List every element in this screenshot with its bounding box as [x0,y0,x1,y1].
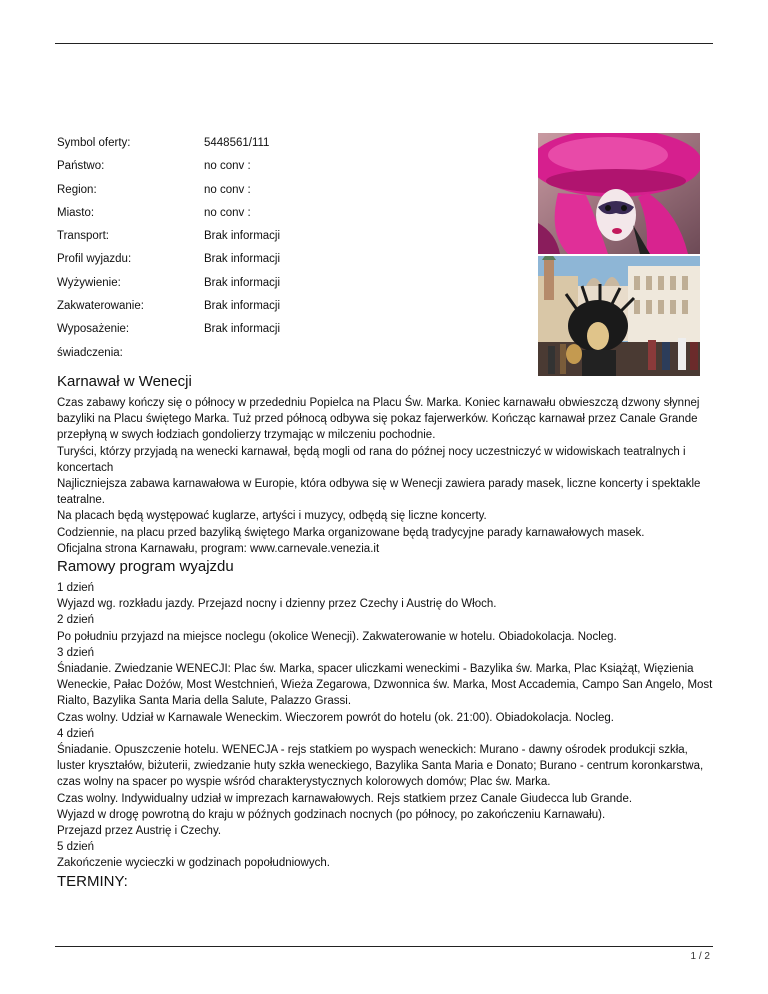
info-row [57,156,477,179]
info-label: Zakwaterowanie: [57,300,144,313]
info-row [57,343,477,366]
info-row [57,296,477,319]
info-label: Wyżywienie: [57,276,121,289]
info-label: Transport: [57,230,109,243]
paragraph: Wyjazd wg. rozkładu jazdy. Przejazd nocny i dzienny przez Czechy i Austrię do Włoch. [57,598,497,611]
info-value: Brak informacji [204,230,281,243]
info-row [57,319,477,342]
offer-info-table [57,133,477,366]
info-label: Miasto: [57,206,95,219]
info-row [57,226,477,249]
carnival-mask-photo [538,133,700,254]
info-label: Wyposażenie: [57,323,130,336]
info-row [57,249,477,272]
paragraph: Oficjalna strona Karnawału, program: www.carnevale.venezia.it [57,542,380,555]
paragraph: Wyjazd w drogę powrotną do kraju w późnych godzinach nocnych (po północy, po zakończeniu Karnawału). [57,808,606,821]
info-value: no conv : [204,206,251,219]
info-value: 5448561/111 [204,137,270,149]
paragraph: Codziennie, na placu przed bazyliką świętego Marka organizowane będą tradycyjne parady karnawałowych masek. [57,526,645,539]
offer-description [57,372,717,895]
info-label: Symbol oferty: [57,137,131,149]
paragraph: 4 dzień [57,727,95,740]
section-title-carnival: Karnawał w Wenecji [57,373,192,390]
header-rule [55,43,713,44]
paragraph: Na placach będą występować kuglarze, artyści i muzycy, odbędą się liczne koncerty. [57,510,487,523]
info-label: Państwo: [57,160,105,173]
paragraph: 1 dzień [57,582,95,595]
footer-rule [55,946,713,947]
info-label: Profil wyjazdu: [57,253,132,266]
info-row [57,203,477,226]
info-value: no conv : [204,160,251,173]
paragraph: 2 dzień [57,614,95,627]
paragraph: Czas zabawy kończy się o północy w przededniu Popielca na Placu Św. Marka. Koniec karnawału obwieszczą dzwony słynnej bazyliki na Placu świętego Marka. Tuż przed północą odbywa się pokaz fajerwerków. Kończąc karnawał przez Canale Grande przepłyną w swych łodziach gondolierzy trzymając w milczeniu pochodnie. [57,397,700,442]
paragraph: Śniadanie. Zwiedzanie WENECJI: Plac św. Marka, spacer uliczkami weneckimi - Bazylika św. Marka, Plac Książąt, Więzienia Weneckie, Pałac Dożów, Most Westchnień, Wieża Zegarowa, Dzwonnica św. Marka, Most Accademia, Campo San Angelo, Most Rialto, Bazylika Santa Maria della Salute, Palazzo Grassi. [57,663,713,708]
info-row [57,273,477,296]
paragraph: Przejazd przez Austrię i Czechy. [57,825,222,838]
info-row [57,180,477,203]
info-value: no conv : [204,183,251,196]
info-value: Brak informacji [204,276,281,289]
paragraph: Czas wolny. Udział w Karnawale Weneckim. Wieczorem powrót do hotelu (ok. 21:00). Obiadokolacja. Nocleg. [57,711,614,724]
paragraph: 5 dzień [57,841,95,854]
info-row [57,133,477,156]
paragraph: Śniadanie. Opuszczenie hotelu. WENECJA - rejs statkiem po wyspach weneckich: Murano - dawny ośrodek produkcji szkła, luster kryształów, biżuterii, zwiedzanie huty szkła weneckiego, Bazylika Santa Maria e Donato; Burano - centrum koronkarstwa, czas wolny na spacer po wyspie wśród charakterystycznych kolorowych domów; Plac św. Marka. [57,744,704,789]
section-title-dates: TERMINY: [57,872,128,890]
paragraph: Zakończenie wycieczki w godzinach popołudniowych. [57,857,330,870]
paragraph: Czas wolny. Indywidualny udział w imprezach karnawałowych. Rejs statkiem przez Canale Giudecca lub Grande. [57,792,633,805]
paragraph: 3 dzień [57,646,95,659]
paragraph: Turyści, którzy przyjadą na wenecki karnawał, będą mogli od rana do późnej nocy uczestniczyć w widowiskach teatralnych i koncertach [57,445,686,474]
page-number: 1 / 2 [690,951,710,962]
paragraph: Po południu przyjazd na miejsce noclegu (okolice Wenecji). Zakwaterowanie w hotelu. Obiadokolacja. Nocleg. [57,630,617,643]
info-value: Brak informacji [204,323,281,336]
info-value: Brak informacji [204,300,281,313]
info-label: Region: [57,183,97,196]
info-label: świadczenia: [57,346,123,359]
info-value: Brak informacji [204,253,281,266]
section-title-program: Ramowy program wyajzdu [57,558,234,576]
st-marks-square-photo [538,256,700,376]
paragraph: Najliczniejsza zabawa karnawałowa w Europie, która odbywa się w Wenecji zawiera parady masek, liczne koncerty i spektakle teatralne. [57,478,701,507]
